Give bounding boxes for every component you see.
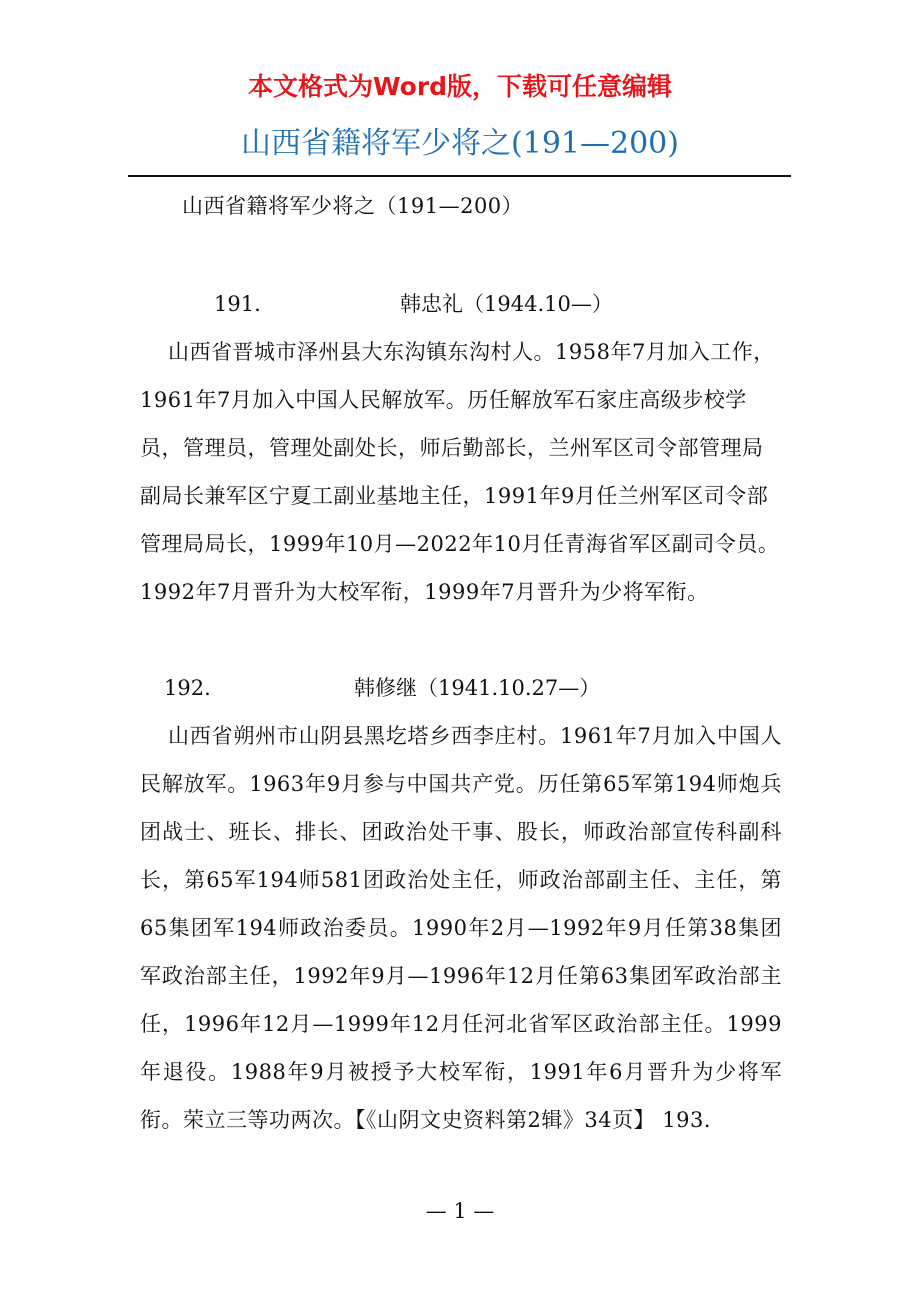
- entry-header: [140, 664, 782, 712]
- entry-name: 韩忠礼（1944.10—）: [400, 292, 613, 316]
- download-banner: 本文格式为Word版，下载可任意编辑: [247, 72, 673, 101]
- entry-biography: 山西省朔州市山阴县黑圪塔乡西李庄村。1961年7月加入中国人民解放军。1963年9月参与中国共产党。历任第65军第194师炮兵团战士、班长、排长、团政治处干事、股长，师政治部宣传科副科长，第65军194师581团政治处主任，师政治部副主任、主任，第65集团军194师政治委员。1990年2月—1992年9月任第38集团军政治部主任，1992年9月—1996年12月任第63集团军政治部主任，1996年12月—1999年12月任河北省军区政治部主任。1999年退役。1988年9月被授予大校军衔，1991年6月晋升为少将军衔。荣立三等功两次。【《山阴文史资料第2辑》34页】 193.: [140, 724, 782, 1132]
- entry-biography: 山西省晋城市泽州县大东沟镇东沟村人。1958年7月加入工作，1961年7月加入中国人民解放军。历任解放军石家庄高级步校学员，管理员，管理处副处长，师后勤部长，兰州军区司令部管理局副局长兼军区宁夏工副业基地主任，1991年9月任兰州军区司令部管理局局长，1999年10月—2022年10月任青海省军区副司令员。1992年7月晋升为大校军衔，1999年7月晋升为少将军衔。: [140, 340, 780, 604]
- entry-number: 192.: [164, 676, 211, 700]
- entry-header: [140, 280, 782, 328]
- page-number: — 1 —: [425, 1199, 495, 1223]
- document-title: 山西省籍将军少将之(191—200): [241, 126, 679, 161]
- entry-name: 韩修继（1941.10.27—）: [354, 676, 601, 700]
- entry-number: 191.: [214, 292, 261, 316]
- subtitle-paragraph: 山西省籍将军少将之（191—200）: [182, 194, 524, 218]
- title-divider: [128, 175, 791, 177]
